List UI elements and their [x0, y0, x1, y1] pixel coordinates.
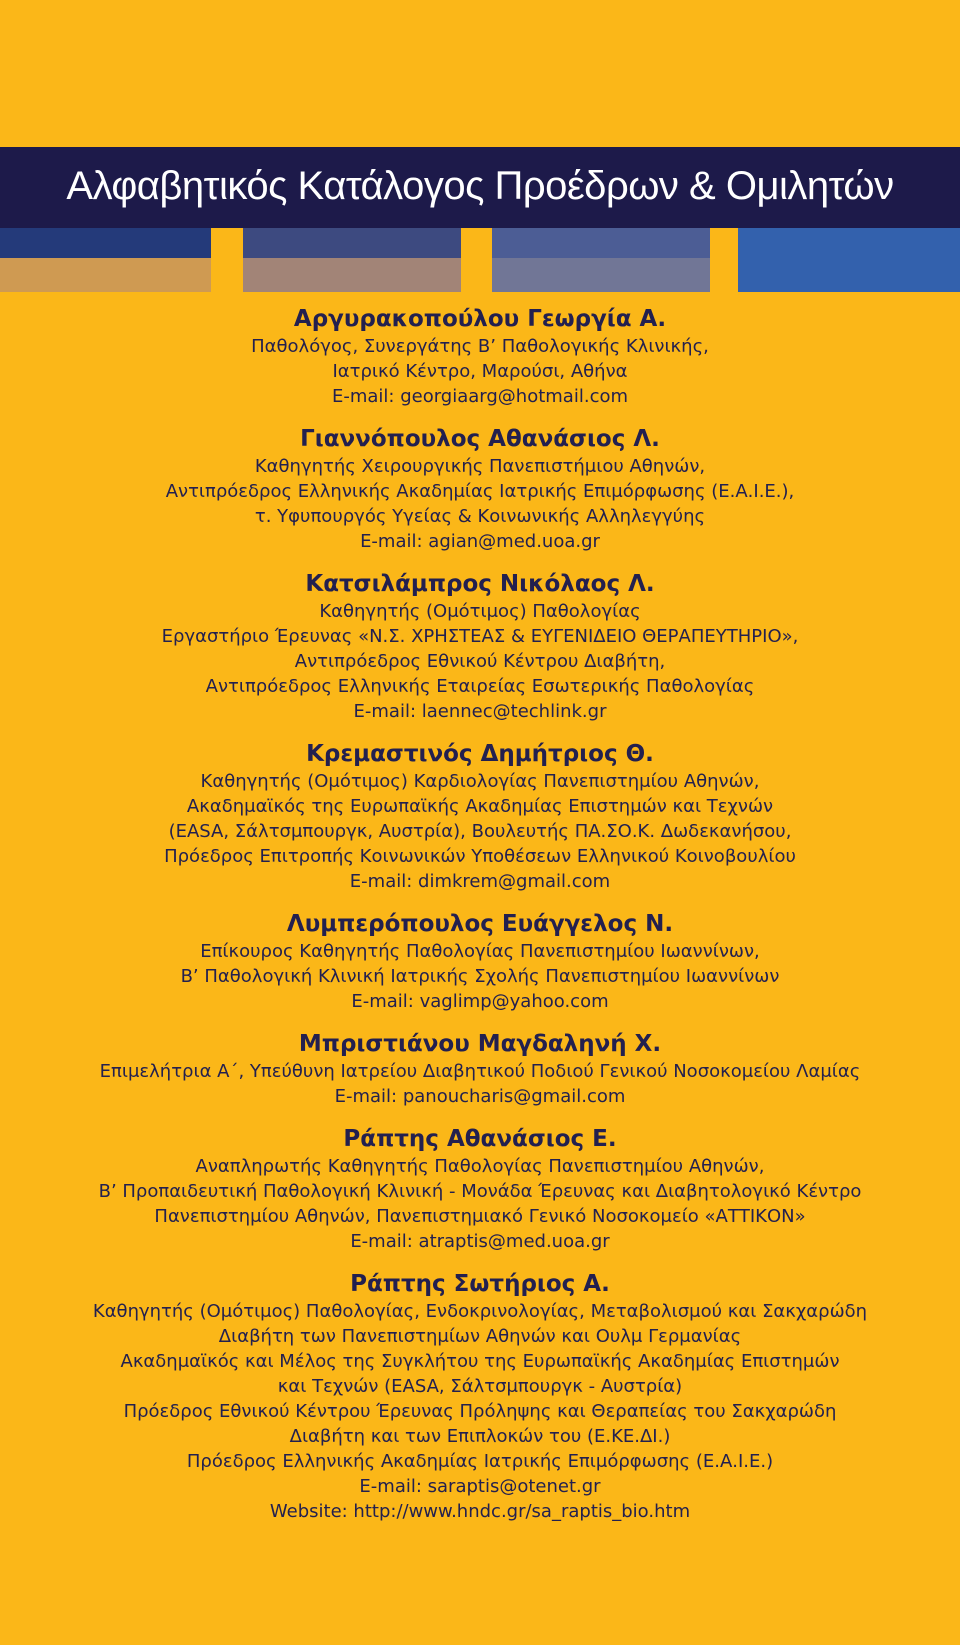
speaker-list — [0, 304, 960, 1539]
speaker-website: Website: http://www.hndc.gr/sa_raptis_bio.htm — [269, 1501, 691, 1522]
decorative-bar-4 — [738, 228, 960, 292]
speaker-detail: (EASA, Σάλτσμπουργκ, Αυστρία), Βουλευτής ΠΑ.ΣΟ.Κ. Δωδεκανήσου, — [168, 821, 792, 842]
title-band — [0, 147, 960, 228]
speaker-detail: και Τεχνών (EASA, Σάλτσμπουργκ - Αυστρία) — [277, 1376, 683, 1397]
speaker-name: Μπριστιάνου Μαγδαληνή Χ. — [298, 1031, 662, 1057]
speaker-detail: Καθηγητής (Ομότιμος) Καρδιολογίας Πανεπιστημίου Αθηνών, — [200, 771, 760, 792]
page-title: Αλφαβητικός Κατάλογος Προέδρων & Ομιλητών — [66, 164, 894, 208]
speaker-email: E-mail: saraptis@otenet.gr — [359, 1476, 601, 1497]
speaker-detail: Πρόεδρος Εθνικού Κέντρου Έρευνας Πρόληψης και Θεραπείας του Σακχαρώδη — [123, 1401, 837, 1422]
speaker-detail: Β’ Παθολογική Κλινική Ιατρικής Σχολής Πανεπιστημίου Ιωαννίνων — [180, 966, 780, 987]
speaker-detail: Αναπληρωτής Καθηγητής Παθολογίας Πανεπιστημίου Αθηνών, — [195, 1156, 765, 1177]
speaker-entry — [0, 1269, 960, 1524]
speaker-detail: Διαβήτη των Πανεπιστημίων Αθηνών και Ουλμ Γερμανίας — [218, 1326, 742, 1347]
speaker-name: Λυμπερόπουλος Ευάγγελος Ν. — [286, 911, 674, 937]
speaker-detail: Καθηγητής (Ομότιμος) Παθολογίας — [319, 601, 641, 622]
speaker-name: Αργυρακοπούλου Γεωργία Α. — [293, 306, 667, 332]
speaker-entry — [0, 569, 960, 724]
speaker-detail: Καθηγητής (Ομότιμος) Παθολογίας, Ενδοκρινολογίας, Μεταβολισμού και Σακχαρώδη — [92, 1301, 868, 1322]
speaker-detail: Καθηγητής Χειρουργικής Πανεπιστήμιου Αθηνών, — [254, 456, 706, 477]
speaker-detail: Επιμελήτρια Α΄, Υπεύθυνη Ιατρείου Διαβητικού Ποδιού Γενικού Νοσοκομείου Λαμίας — [99, 1061, 861, 1082]
speaker-name: Ράπτης Αθανάσιος Ε. — [343, 1126, 617, 1152]
decorative-bar-2 — [243, 228, 461, 292]
speaker-detail: Πρόεδρος Επιτροπής Κοινωνικών Υποθέσεων Ελληνικού Κοινοβουλίου — [164, 846, 796, 867]
speaker-detail: Πανεπιστημίου Αθηνών, Πανεπιστημιακό Γενικό Νοσοκομείο «ΑΤΤΙΚΟΝ» — [154, 1206, 806, 1227]
decorative-bar-3 — [492, 228, 710, 292]
speaker-detail: Ιατρικό Κέντρο, Μαρούσι, Αθήνα — [332, 361, 628, 382]
speaker-entry — [0, 739, 960, 894]
speaker-detail: Ακαδημαϊκός της Ευρωπαϊκής Ακαδημίας Επιστημών και Τεχνών — [186, 796, 774, 817]
speaker-detail: τ. Υφυπουργός Υγείας & Κοινωνικής Αλληλεγγύης — [254, 506, 706, 527]
speaker-entry — [0, 1029, 960, 1109]
speaker-entry — [0, 1124, 960, 1254]
speaker-entry — [0, 424, 960, 554]
speaker-email: E-mail: laennec@techlink.gr — [353, 701, 607, 722]
speaker-detail: Β’ Προπαιδευτική Παθολογική Κλινική - Μονάδα Έρευνας και Διαβητολογικό Κέντρο — [98, 1181, 862, 1202]
speaker-email: E-mail: georgiaarg@hotmail.com — [331, 386, 629, 407]
speaker-detail: Διαβήτη και των Επιπλοκών του (Ε.ΚΕ.ΔΙ.) — [289, 1426, 671, 1447]
speaker-name: Κρεμαστινός Δημήτριος Θ. — [306, 741, 654, 767]
speaker-detail: Αντιπρόεδρος Εθνικού Κέντρου Διαβήτη, — [294, 651, 666, 672]
speaker-email: E-mail: agian@med.uoa.gr — [360, 531, 600, 552]
speaker-name: Κατσιλάμπρος Νικόλαος Λ. — [305, 571, 655, 597]
speaker-email: E-mail: panoucharis@gmail.com — [334, 1086, 626, 1107]
speaker-detail: Αντιπρόεδρος Ελληνικής Ακαδημίας Ιατρικής Επιμόρφωσης (Ε.Α.Ι.Ε.), — [165, 481, 795, 502]
speaker-entry — [0, 304, 960, 409]
speaker-detail: Αντιπρόεδρος Ελληνικής Εταιρείας Εσωτερικής Παθολογίας — [205, 676, 755, 697]
speaker-email: E-mail: atraptis@med.uoa.gr — [350, 1231, 610, 1252]
speaker-name: Ράπτης Σωτήριος Α. — [350, 1271, 610, 1297]
decorative-bar-1 — [0, 228, 211, 292]
speaker-detail: Εργαστήριο Έρευνας «Ν.Σ. ΧΡΗΣΤΕΑΣ & ΕΥΓΕΝΙΔΕΙΟ ΘΕΡΑΠΕΥΤΗΡΙΟ», — [161, 626, 799, 647]
speaker-detail: Επίκουρος Καθηγητής Παθολογίας Πανεπιστημίου Ιωαννίνων, — [200, 941, 760, 962]
speaker-entry — [0, 909, 960, 1014]
speaker-detail: Πρόεδρος Ελληνικής Ακαδημίας Ιατρικής Επιμόρφωσης (Ε.Α.Ι.Ε.) — [186, 1451, 774, 1472]
speaker-detail: Παθολόγος, Συνεργάτης Β’ Παθολογικής Κλινικής, — [251, 336, 709, 357]
speaker-detail: Ακαδημαϊκός και Μέλος της Συγκλήτου της Ευρωπαϊκής Ακαδημίας Επιστημών — [120, 1351, 840, 1372]
speaker-email: E-mail: vaglimp@yahoo.com — [351, 991, 609, 1012]
speaker-email: E-mail: dimkrem@gmail.com — [349, 871, 611, 892]
speaker-name: Γιαννόπουλος Αθανάσιος Λ. — [300, 426, 660, 452]
